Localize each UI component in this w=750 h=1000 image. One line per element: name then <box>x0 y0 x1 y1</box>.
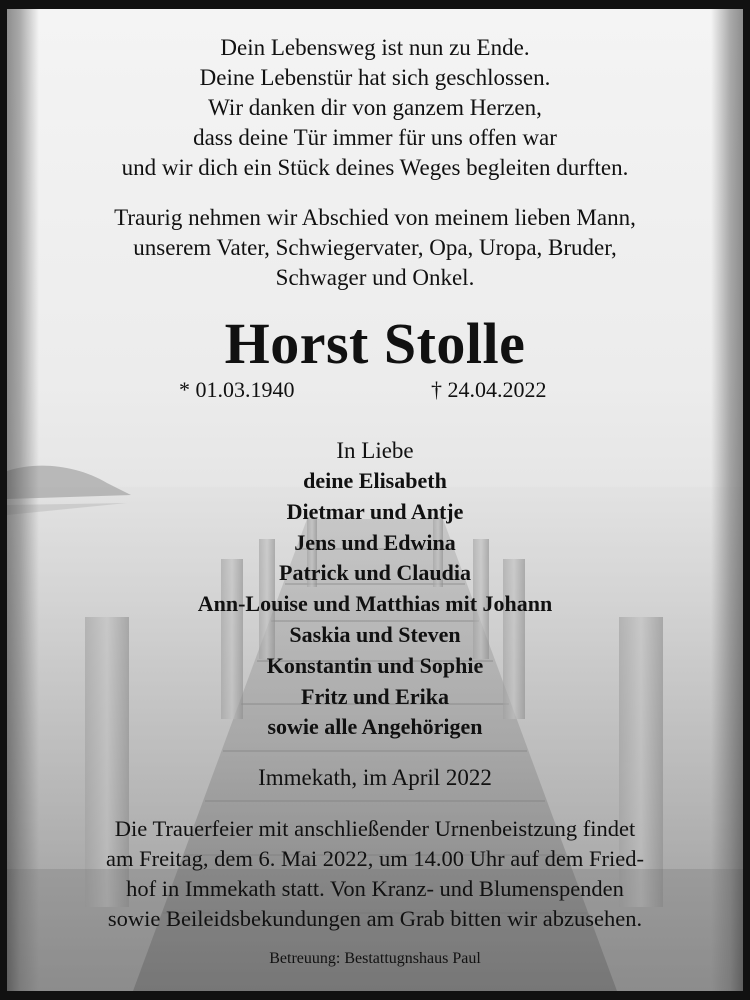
poem-line: dass deine Tür immer für uns offen war <box>193 125 557 150</box>
deceased-name: Horst Stolle <box>224 311 526 376</box>
family-member: Patrick und Claudia <box>279 560 471 586</box>
family-member: Konstantin und Sophie <box>266 652 484 678</box>
funeral-notice <box>7 814 743 934</box>
poem-line: und wir dich ein Stück deines Weges begleiten durften. <box>121 155 629 180</box>
farewell-line: Schwager und Onkel. <box>275 265 475 290</box>
funeral-home-credit: Betreuung: Bestattugnshaus Paul <box>269 950 481 967</box>
place-and-date: Immekath, im April 2022 <box>258 765 492 790</box>
farewell-line: Traurig nehmen wir Abschied von meinem lieben Mann, <box>114 205 636 230</box>
funeral-line: am Freitag, dem 6. Mai 2022, um 14.00 Uhr auf dem Fried- <box>105 846 645 871</box>
death-date: † 24.04.2022 <box>431 377 547 402</box>
poem-line: Deine Lebenstür hat sich geschlossen. <box>199 65 551 90</box>
family-list <box>7 466 743 743</box>
funeral-line: hof in Immekath statt. Von Kranz- und Blumenspenden <box>126 876 624 901</box>
family-member: Jens und Edwina <box>294 529 456 555</box>
family-member: Saskia und Steven <box>289 621 461 647</box>
funeral-line: sowie Beileidsbekundungen am Grab bitten wir abzusehen. <box>107 906 643 931</box>
family-member: deine Elisabeth <box>303 468 447 493</box>
poem-verse <box>7 33 743 183</box>
obituary-card <box>7 9 743 991</box>
family-member: Ann-Louise und Matthias mit Johann <box>197 591 553 617</box>
farewell-paragraph <box>7 203 743 293</box>
in-love-label: In Liebe <box>336 438 414 463</box>
obituary-text <box>7 9 743 991</box>
birth-date: * 01.03.1940 <box>179 377 295 402</box>
poem-line: Dein Lebensweg ist nun zu Ende. <box>220 35 530 60</box>
family-member: sowie alle Angehörigen <box>267 714 483 740</box>
funeral-line: Die Trauerfeier mit anschließender Urnenbeistzung findet <box>114 816 636 841</box>
family-member: Dietmar und Antje <box>286 498 464 524</box>
poem-line: Wir danken dir von ganzem Herzen, <box>208 95 542 120</box>
family-member: Fritz und Erika <box>301 683 449 709</box>
farewell-line: unserem Vater, Schwiegervater, Opa, Uropa, Bruder, <box>133 235 617 260</box>
